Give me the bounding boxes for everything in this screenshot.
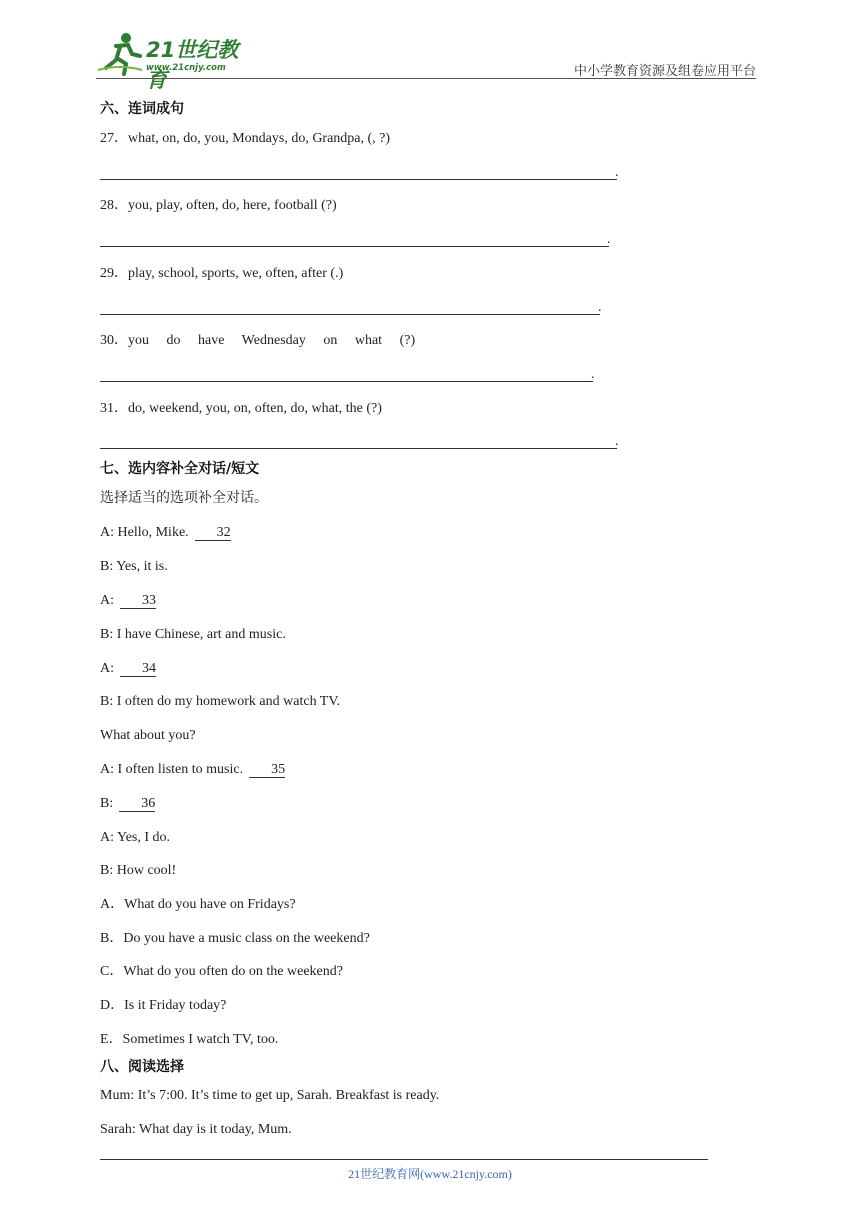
dialogue-text: A: I often listen to music. [100,762,244,777]
dialogue-line [100,524,231,542]
runner-logo-icon [96,30,144,76]
dialogue-text: B: [100,796,114,811]
page-header [96,30,756,92]
answer-line-29[interactable] [100,314,600,315]
section7-instruction: 选择适当的选项补全对话。 [100,490,268,506]
blank-34[interactable]: 34 [120,661,156,677]
question-27: 27．what, on, do, you, Mondays, do, Grandpa, (, ?) [100,131,391,146]
blank-32[interactable]: 32 [195,525,231,541]
option-a: A．What do you have on Fridays? [100,897,296,912]
question-31: 31．do, weekend, you, on, often, do, what, the (?) [100,401,382,416]
answer-period-29: . [598,300,602,315]
answer-period-31: . [615,434,619,449]
question-30: 30．you do have Wednesday on what (?) [100,333,416,348]
option-e: E．Sometimes I watch TV, too. [100,1032,279,1047]
dialogue-line: B: I have Chinese, art and music. [100,627,286,642]
dialogue-line [100,761,285,779]
answer-line-27[interactable] [100,179,617,180]
dialogue-line [100,592,156,610]
footer-divider [100,1159,708,1160]
blank-36[interactable]: 36 [119,796,155,812]
answer-line-30[interactable] [100,381,593,382]
answer-period-28: . [607,232,611,247]
dialogue-text: A: Hello, Mike. [100,525,189,540]
option-b: B．Do you have a music class on the weekend? [100,931,370,946]
dialogue-line: B: I often do my homework and watch TV. [100,694,341,709]
reading-line: Mum: It’s 7:00. It’s time to get up, Sarah. Breakfast is ready. [100,1088,440,1103]
option-c: C．What do you often do on the weekend? [100,964,343,979]
answer-line-31[interactable] [100,448,617,449]
platform-title: 中小学教育资源及组卷应用平台 [573,63,756,78]
answer-period-30: . [591,367,595,382]
site-logo [96,30,256,92]
question-28: 28．you, play, often, do, here, football (?) [100,198,337,213]
dialogue-line [100,660,156,678]
reading-line: Sarah: What day is it today, Mum. [100,1122,292,1137]
dialogue-line: B: Yes, it is. [100,559,168,574]
header-divider [96,78,756,79]
answer-line-28[interactable] [100,246,609,247]
dialogue-line [100,795,155,813]
dialogue-text: A: [100,593,114,608]
brand-name: 21世纪教育 [146,38,239,92]
footer-text: 21世纪教育网(www.21cnjy.com) [348,1167,512,1181]
answer-period-27: . [615,165,619,180]
dialogue-line: What about you? [100,728,196,743]
section6-title: 六、连词成句 [100,101,184,117]
blank-33[interactable]: 33 [120,593,156,609]
question-29: 29．play, school, sports, we, often, after (.) [100,266,344,281]
dialogue-text: A: [100,661,114,676]
dialogue-line: A: Yes, I do. [100,830,171,845]
section8-title: 八、阅读选择 [100,1059,184,1075]
brand-url: www.21cnjy.com [146,63,226,73]
section7-title: 七、选内容补全对话/短文 [100,461,260,477]
option-d: D．Is it Friday today? [100,998,227,1013]
blank-35[interactable]: 35 [249,762,285,778]
dialogue-line: B: How cool! [100,863,177,878]
